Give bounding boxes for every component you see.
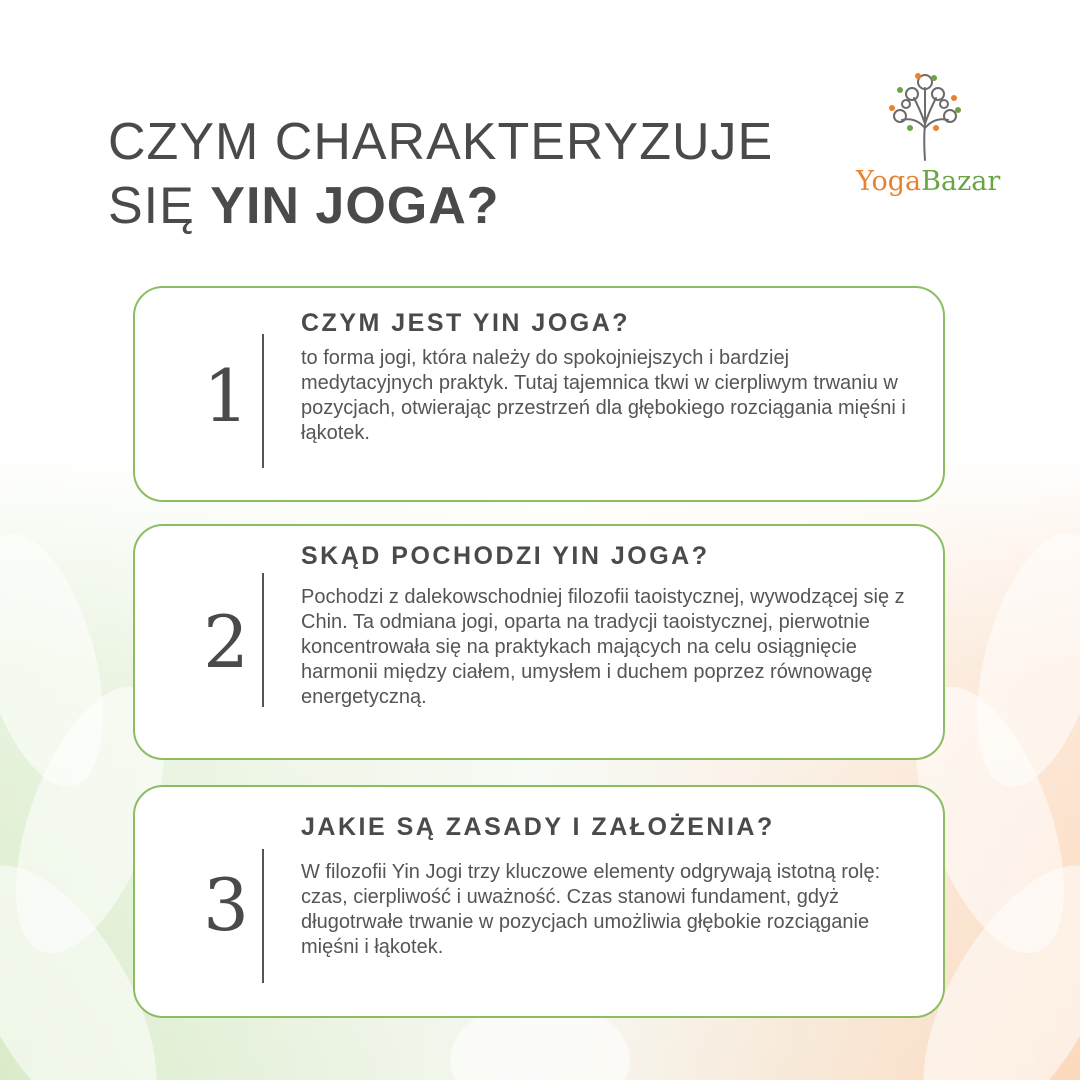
title-line-1: CZYM CHARAKTERYZUJE: [108, 113, 774, 171]
logo-word-yoga: Yoga: [856, 166, 922, 197]
title-line-2-prefix: SIĘ: [108, 177, 211, 235]
title-line-2-bold: YIN JOGA?: [210, 177, 500, 235]
card-text: Pochodzi z dalekowschodniej filozofii taoistycznej, wywodzącej się z Chin. Ta odmiana jogi, oparta na tradycji taoistycznej, pierwotnie koncentrowała się na praktykach mających na celu osiągnięcie harmonii między ciałem, umysłem i duchem poprzez równowagę energetyczną.: [301, 586, 905, 708]
card-divider: [262, 334, 264, 468]
card-heading: SKĄD POCHODZI YIN JOGA?: [301, 542, 710, 570]
logo-wordmark: [856, 166, 1000, 198]
info-card-2: [133, 524, 945, 760]
card-heading: CZYM JEST YIN JOGA?: [301, 309, 631, 337]
page-title: [108, 110, 773, 238]
info-card-3: [133, 785, 945, 1018]
logo-word-bazar: Bazar: [921, 166, 1001, 197]
card-text: W filozofii Yin Jogi trzy kluczowe elementy odgrywają istotną rolę: czas, cierpliwość i uważność. Czas stanowi fundament, gdyż długotrwałe trwanie w pozycjach umożliwia głębokie rozciąganie mięśni i łąkotek.: [301, 861, 881, 958]
title-line-2: [108, 174, 773, 238]
info-card-1: [133, 286, 945, 502]
card-number: 1: [203, 354, 249, 438]
tree-icon: [880, 68, 970, 164]
card-number: 3: [203, 863, 249, 947]
card-heading: JAKIE SĄ ZASADY I ZAŁOŻENIA?: [301, 813, 775, 841]
yogabazar-logo: [850, 68, 1000, 198]
card-text: to forma jogi, która należy do spokojniejszych i bardziej medytacyjnych praktyk. Tutaj tajemnica tkwi w cierpliwym trwaniu w pozycjach, otwierając przestrzeń dla głębokiego rozciągania mięśni i łąkotek.: [301, 347, 906, 444]
card-divider: [262, 573, 264, 707]
card-number: 2: [203, 600, 249, 684]
card-divider: [262, 849, 264, 983]
